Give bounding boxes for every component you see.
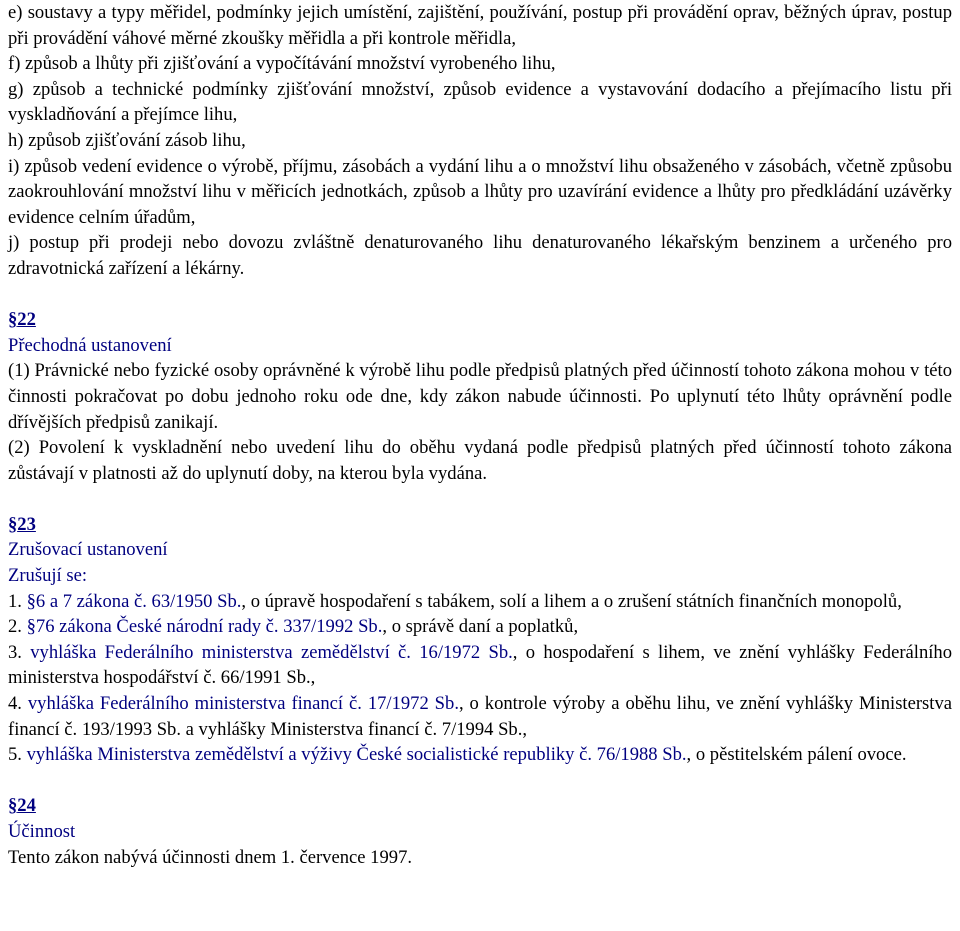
section-24-number: 24	[17, 795, 36, 817]
repeal-item-rest: , o hospodaření s lihem, ve znění vyhlášky Federálního ministerstva hospodářství č. 66/1991 Sb.,	[8, 641, 952, 689]
repeal-item-prefix: 5.	[8, 744, 27, 766]
section-23	[8, 512, 952, 768]
repeal-item-rest: , o správě daní a poplatků,	[382, 616, 579, 638]
section-22-title: Přechodná ustanovení	[8, 334, 172, 356]
repeal-item-link[interactable]: vyhláška Ministerstva zemědělství a výživy České socialistické republiky č. 76/1988 Sb.	[26, 744, 687, 766]
section-24-heading[interactable]: §24	[8, 795, 36, 817]
repeal-item-prefix: 3.	[8, 641, 31, 663]
repeal-item-prefix: 2.	[8, 616, 27, 638]
section-24	[8, 793, 952, 870]
repeal-item	[8, 742, 952, 768]
repeal-item	[8, 691, 952, 742]
section-23-number: 23	[17, 513, 36, 535]
repeal-item-link[interactable]: vyhláška Federálního ministerstva financí č. 17/1972 Sb.	[27, 693, 459, 715]
section-22-number: 22	[17, 309, 36, 331]
section-22-paragraph-2: (2) Povolení k vyskladnění nebo uvedení lihu do oběhu vydaná podle předpisů platných před účinností tohoto zákona zůstávají v platnosti až do uplynutí doby, na kterou byla vydána.	[8, 437, 952, 484]
repeal-item	[8, 614, 952, 640]
spacer	[8, 282, 952, 308]
section-22-paragraph-1: (1) Právnické nebo fyzické osoby oprávněné k výrobě lihu podle předpisů platných před účinností tohoto zákona mohou v této činnosti pokračovat po dobu jednoho roku ode dne, kdy zákon nabude účinnosti. Po uplynutí této lhůty oprávnění podle dřívějších předpisů zanikají.	[8, 360, 952, 433]
list-item: g) způsob a technické podmínky zjišťování množství, způsob evidence a vystavování dodacího a přejímacího listu při vyskladňování a přejímce lihu,	[8, 78, 952, 126]
intro-items	[8, 0, 952, 282]
section-24-text: Tento zákon nabývá účinnosti dnem 1. července 1997.	[8, 846, 413, 868]
repeal-item-prefix: 4.	[8, 693, 28, 715]
repeal-item-prefix: 1.	[8, 590, 27, 612]
list-item: h) způsob zjišťování zásob lihu,	[8, 129, 246, 151]
repeal-item-rest: , o úpravě hospodaření s tabákem, solí a lihem a o zrušení státních finančních monopolů,	[241, 590, 902, 612]
repeal-item-ref: 76 zákona České národní rady č. 337/1992 Sb.	[35, 616, 383, 638]
repeal-item	[8, 640, 952, 691]
spacer	[8, 486, 952, 512]
repeal-item-rest: , o kontrole výroby a oběhu lihu, ve znění vyhlášky Ministerstva financí č. 193/1993 Sb. a vyhlášky Ministerstva financí č. 7/1994 Sb.,	[8, 693, 952, 740]
section-22	[8, 307, 952, 486]
repeal-item-ref: 6 a 7 zákona č. 63/1950 Sb.	[35, 590, 242, 612]
list-item: f) způsob a lhůty při zjišťování a vypočítávání množství vyrobeného lihu,	[8, 53, 556, 75]
section-23-heading[interactable]: §23	[8, 513, 36, 535]
section-22-heading[interactable]: §22	[8, 309, 36, 331]
repeal-item	[8, 589, 952, 615]
list-item: j) postup při prodeji nebo dovozu zvláštně denaturovaného lihu denaturovaného lékařským benzinem a určeného pro zdravotnická zařízení a lékárny.	[8, 232, 952, 279]
section-23-lead: Zrušují se:	[8, 565, 88, 587]
section-23-title: Zrušovací ustanovení	[8, 539, 168, 561]
repeal-item-link[interactable]: vyhláška Federálního ministerstva zemědělství č. 16/1972 Sb.	[30, 641, 513, 663]
spacer	[8, 768, 952, 794]
repeal-item-link[interactable]: §6 a 7 zákona č. 63/1950 Sb.	[26, 590, 242, 612]
list-item: e) soustavy a typy měřidel, podmínky jejich umístění, zajištění, používání, postup při provádění oprav, běžných úprav, postup při provádění váhové měrné zkoušky měřidla a při kontrole měřidla,	[8, 2, 952, 49]
repeal-item-link[interactable]: §76 zákona České národní rady č. 337/1992 Sb.	[26, 616, 383, 638]
list-item: i) způsob vedení evidence o výrobě, příjmu, zásobách a vydání lihu a o množství lihu obsaženého v zásobách, včetně způsobu zaokrouhlování množství lihu v měřicích jednotkách, způsob a lhůty pro uzavírání evidence a lhůty pro předkládání uzávěrky evidence celním úřadům,	[8, 155, 952, 228]
repeal-item-rest: , o pěstitelském pálení ovoce.	[686, 744, 907, 766]
section-24-title: Účinnost	[8, 821, 76, 842]
